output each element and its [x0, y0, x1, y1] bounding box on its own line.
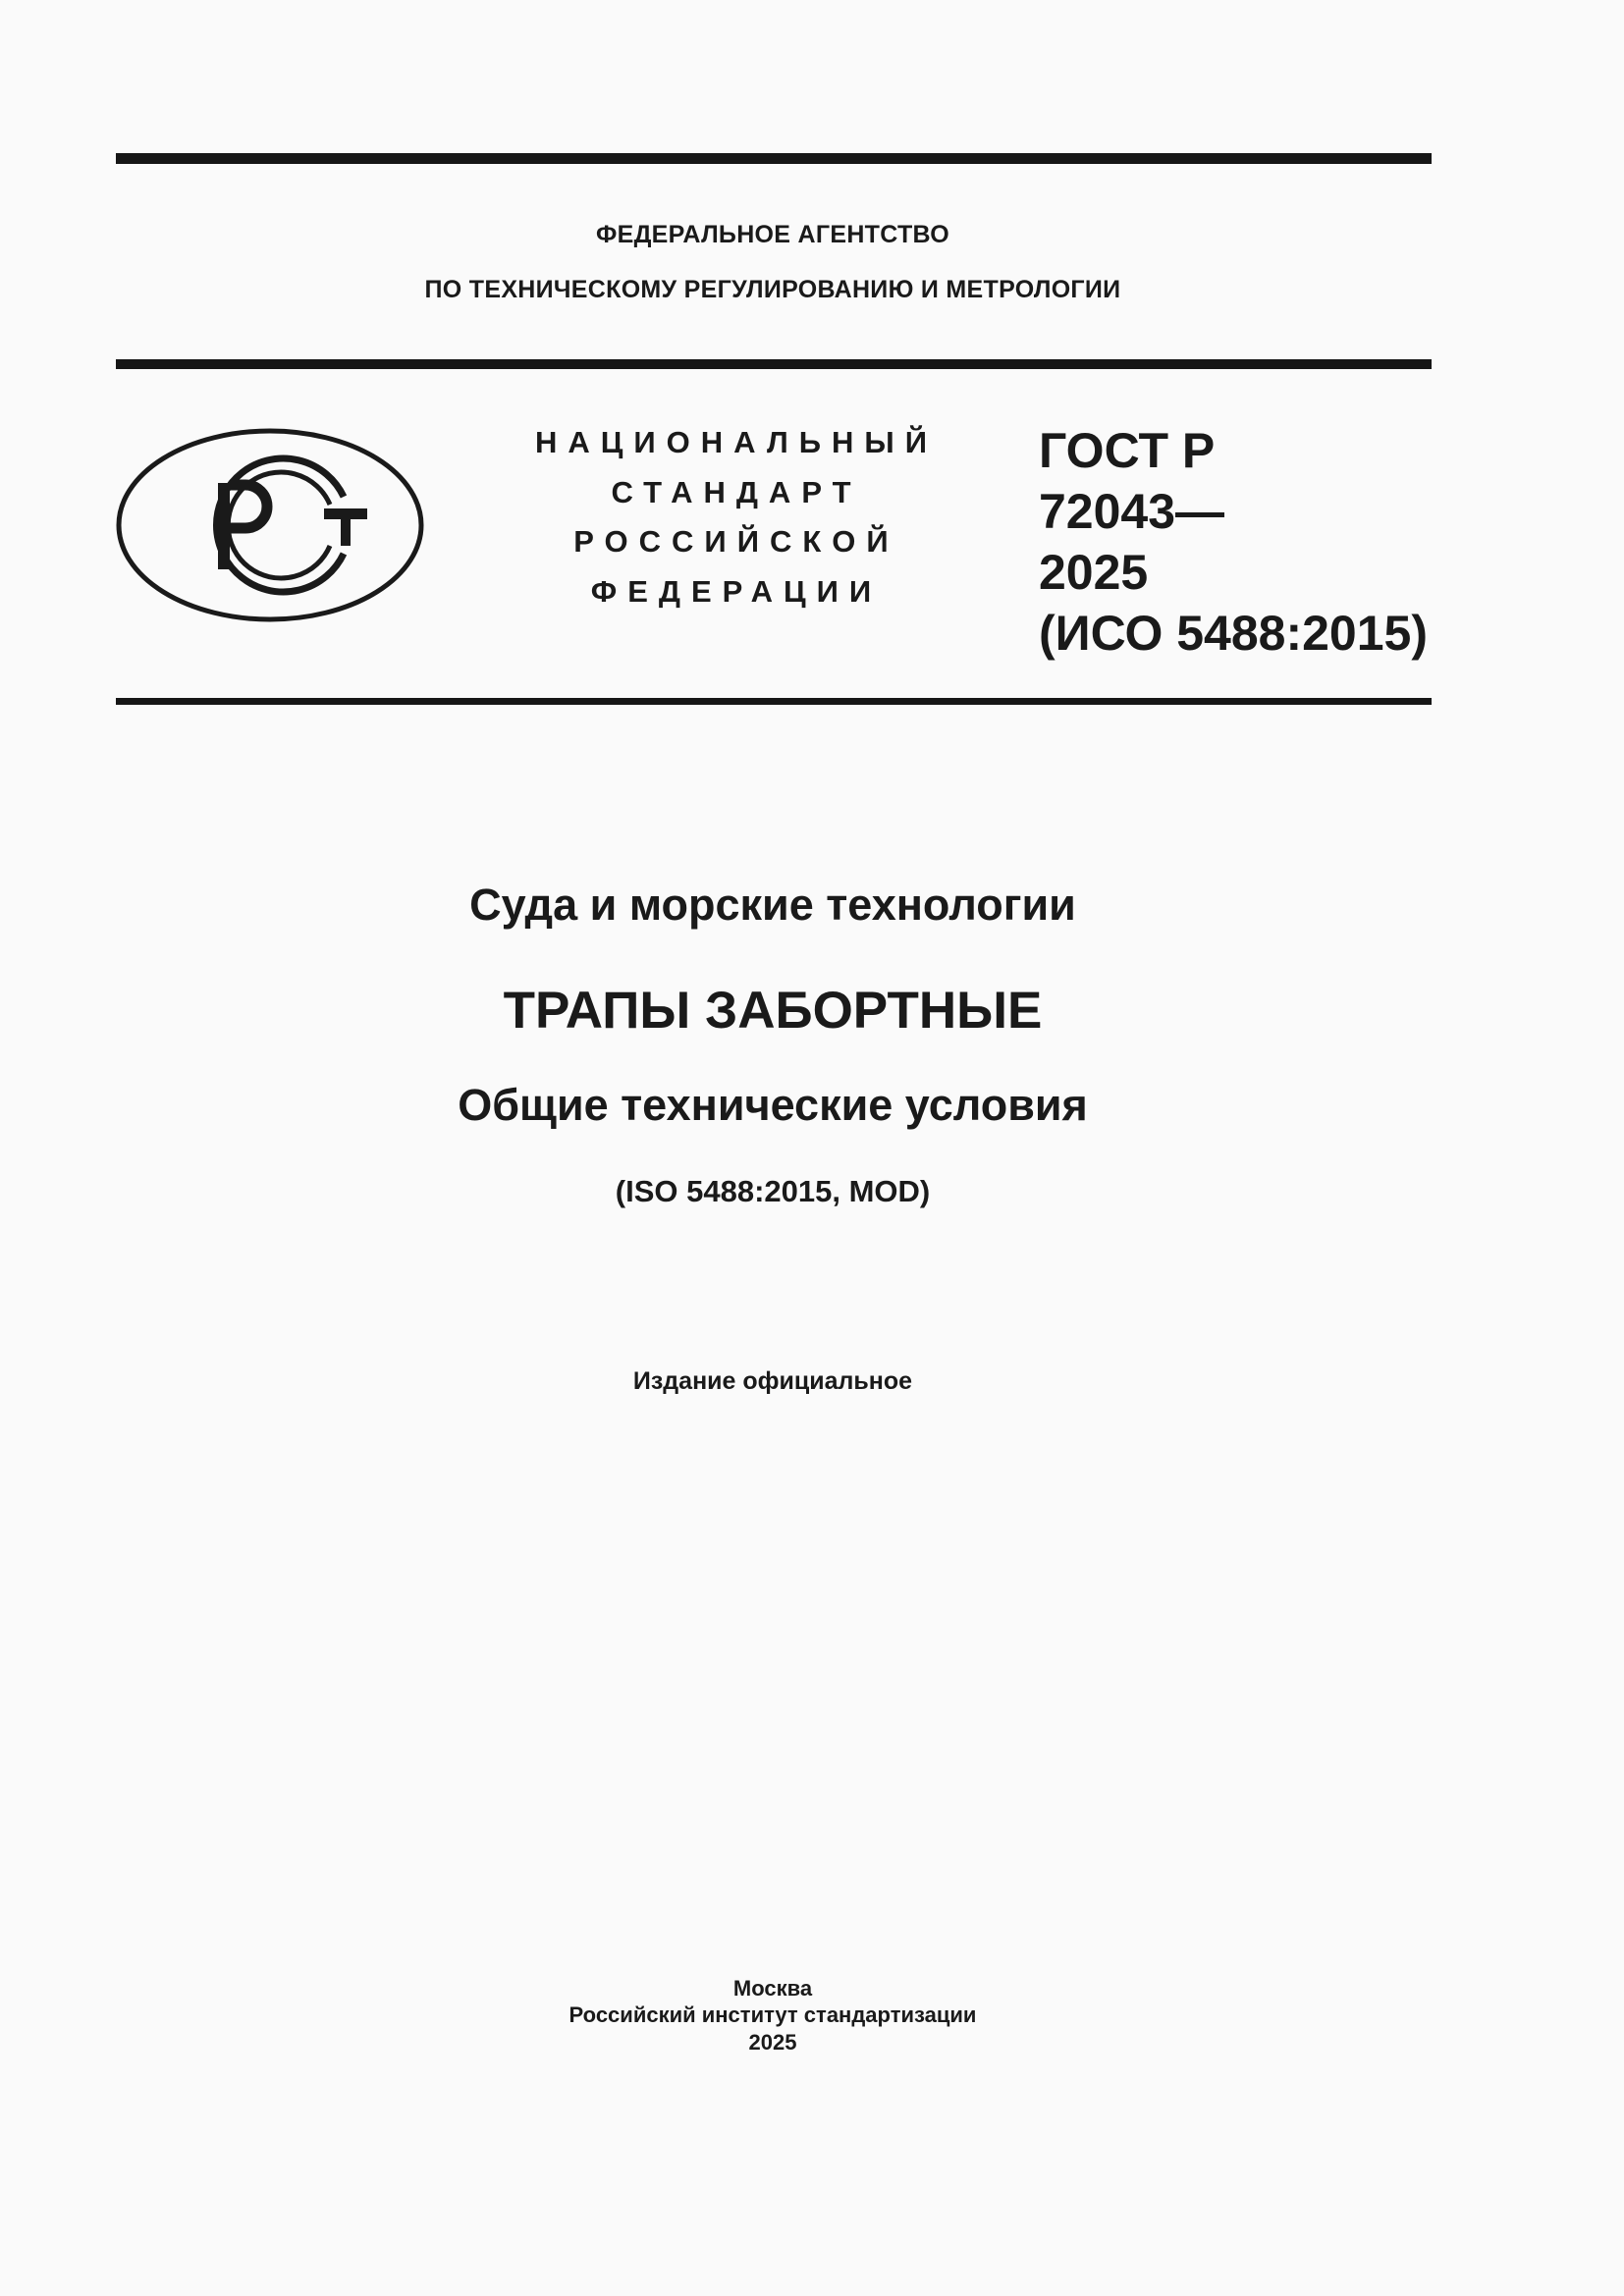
national-standard-line-4: ФЕДЕРАЦИИ [590, 574, 883, 609]
edition-label: Издание официальное [632, 1367, 913, 1395]
designation-line-3: 2025 [1039, 545, 1149, 600]
publication-year: 2025 [748, 2030, 797, 2055]
document-series: Суда и морские технологии [469, 880, 1076, 930]
designation-line-1: ГОСТ Р [1039, 423, 1216, 478]
designation-line-4: (ИСО 5488:2015) [1039, 606, 1428, 661]
agency-line-1: ФЕДЕРАЛЬНОЕ АГЕНТСТВО [595, 221, 950, 248]
document-subtitle: Общие технические условия [458, 1080, 1088, 1130]
publisher-city: Москва [732, 1976, 813, 2001]
bottom-rule [116, 698, 1432, 705]
iso-reference: (ISO 5488:2015, MOD) [615, 1174, 931, 1208]
agency-line-2: ПО ТЕХНИЧЕСКОМУ РЕГУЛИРОВАНИЮ И МЕТРОЛОГИИ [424, 276, 1121, 303]
document-title: ТРАПЫ ЗАБОРТНЫЕ [503, 982, 1043, 1040]
top-rule [116, 153, 1432, 164]
rst-logo-icon [116, 428, 425, 622]
publisher-institute: Российский институт стандартизации [568, 2002, 977, 2027]
designation-line-2: 72043— [1039, 484, 1225, 539]
national-standard-line-3: РОССИЙСКОЙ [573, 524, 899, 559]
national-standard-line-2: СТАНДАРТ [611, 475, 862, 509]
middle-rule [116, 359, 1432, 369]
national-standard-line-1: НАЦИОНАЛЬНЫЙ [534, 425, 939, 459]
